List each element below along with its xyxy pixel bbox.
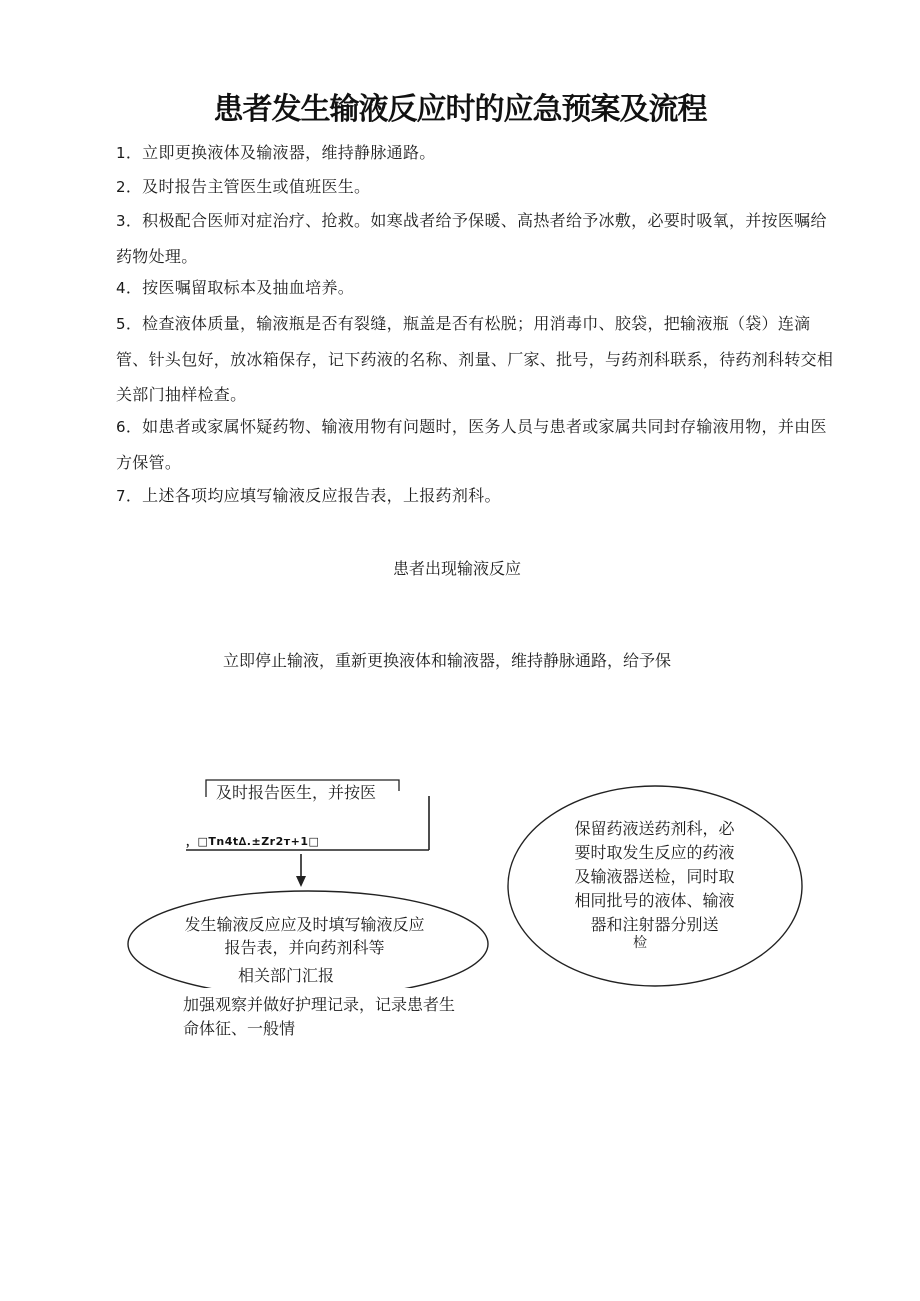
step-number: 4: [116, 279, 126, 297]
step-text: ．上述各项均应填写输液反应报告表，上报药剂科。: [125, 486, 501, 505]
step-text: ．检查液体质量，输液瓶是否有裂缝，瓶盖是否有松脱；用消毒巾、胶袋，把输液瓶（袋）连滴管、针头包好，放冰箱保存，记下药液的名称、剂量、厂家、批号，与药剂科联系，待药剂科转交相关部门抽样检查。: [116, 314, 834, 404]
step-number: 7: [116, 487, 126, 505]
flow-retain-sample: 保留药液送药剂科，必要时取发生反应的药液及输液器送检，同时取相同批号的液体、输液器和注射器分别送: [574, 819, 735, 934]
step-text: ．按医嘱留取标本及抽血培养。: [125, 278, 355, 297]
flow-garbled-line: ，□Tn4t∆.±Zr2т+1□: [186, 835, 320, 848]
step-text: ．立即更换液体及输液器，维持静脉通路。: [125, 143, 436, 162]
step-number: 1: [116, 144, 126, 162]
step-text: ．如患者或家属怀疑药物、输液用物有问题时，医务人员与患者或家属共同封存输液用物，并由医方保管。: [116, 417, 827, 472]
flow-report-form: 发生输液反应应及时填写输液反应报告表，并向药剂科等: [184, 915, 425, 957]
step-number: 6: [116, 418, 126, 436]
step-number: 3: [116, 212, 126, 230]
flow-observe: 加强观察并做好护理记录，记录患者生命体征、一般情: [183, 995, 456, 1038]
flow-report-doctor-partial: [216, 779, 376, 790]
step-number: 2: [116, 178, 126, 196]
flow-stop-infusion: 立即停止输液，重新更换液体和输液器，维持静脉通路，给予保: [223, 651, 672, 670]
flow-retain-sample-tail: 检: [633, 935, 647, 951]
page-title: 患者发生输液反应时的应急预案及流程: [213, 92, 707, 127]
arrow-head: [296, 876, 306, 887]
step-number: 5: [116, 315, 126, 333]
step-text: ．及时报告主管医生或值班医生。: [125, 177, 371, 196]
flow-report-form-cut: 相关部门汇报: [238, 966, 335, 985]
flow-start: 患者出现输液反应: [393, 559, 522, 578]
step-text: ．积极配合医师对症治疗、抢救。如寒战者给予保暖、高热者给予冰敷，必要时吸氧，并按医嘱给药物处理。: [116, 211, 827, 266]
